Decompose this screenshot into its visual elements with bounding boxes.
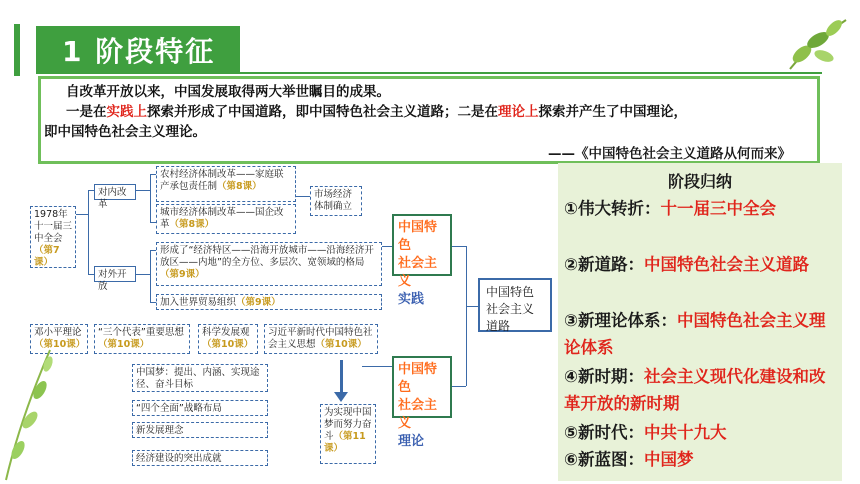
quote-line-1: 自改革开放以来，中国发展取得两大举世瞩目的成果。 (66, 84, 390, 100)
section-title (62, 30, 215, 70)
diagram-practice-node: 中国特色 社会主义 实践 (392, 214, 452, 276)
diagram-reform-in: 对内改革 (94, 184, 136, 200)
title-underline (36, 72, 822, 74)
summary-item-1: ①伟大转折：十一届三中全会 (564, 199, 776, 218)
leaf-decoration-icon (780, 14, 852, 74)
theory-deng: 邓小平理论（第10课） (30, 324, 88, 354)
accent-bar (14, 24, 20, 76)
summary-title: 阶段归纳 (667, 172, 732, 191)
diagram-urban-reform: 城市经济体制改革——国企改革（第8课） (156, 204, 296, 234)
highlight-theory: 理论上 (498, 104, 539, 120)
diagram-opening-pattern: 形成了“经济特区——沿海开放城市——沿海经济开放区——内地”的全方位、多层次、宽领域的格局（第9课） (156, 242, 382, 286)
summary-item-6: ⑥新蓝图：中国梦 (564, 450, 694, 469)
highlight-practice: 实践上 (106, 104, 147, 120)
diagram-strive-node: 为实现中国梦而努力奋斗（第11课） (320, 404, 376, 464)
quote-line-3: 即中国特色社会主义理论。 (44, 124, 206, 140)
diagram-china-dream: 中国梦：提出、内涵、实现途径、奋斗目标 (132, 364, 268, 392)
diagram-reform-out: 对外开放 (94, 266, 136, 282)
section-title-text: 阶段特征 (95, 35, 216, 68)
diagram-wto: 加入世界贸易组织（第9课） (156, 294, 382, 310)
diagram-development-idea: 新发展理念 (132, 422, 268, 438)
quote-line-2: 一是在实践上探索并形成了中国道路，即中国特色社会主义道路；二是在理论上探索并产生了中国理论， (66, 104, 687, 120)
concept-diagram (28, 166, 556, 478)
theory-xi-thought: 习近平新时代中国特色社会主义思想（第10课） (264, 324, 378, 354)
section-number: 1 (62, 35, 84, 68)
diagram-market-economy: 市场经济体制确立 (310, 186, 362, 216)
summary-item-4: ④新时期：社会主义现代化建设和改革开放的新时期 (564, 367, 826, 413)
diagram-start-node: 1978年十一届三中全会（第7课） (30, 206, 76, 268)
diagram-road-node: 中国特色社会主义道路 (478, 278, 552, 332)
theory-scientific-development: 科学发展观（第10课） (198, 324, 258, 354)
summary-item-5: ⑤新时代：中共十九大 (564, 423, 727, 442)
diagram-rural-reform: 农村经济体制改革——家庭联产承包责任制（第8课） (156, 166, 296, 202)
summary-item-3: ③新理论体系：中国特色社会主义理论体系 (564, 311, 826, 357)
summary-panel (558, 163, 842, 481)
diagram-four-comprehensives: “四个全面”战略布局 (132, 400, 268, 416)
theory-three-represents: “三个代表”重要思想（第10课） (94, 324, 190, 354)
diagram-theory-node: 中国特色 社会主义 理论 (392, 356, 452, 418)
vine-decoration-icon (0, 340, 60, 484)
quote-source: ——《中国特色社会主义道路从何而来》 (548, 146, 791, 162)
diagram-economic-achievement: 经济建设的突出成就 (132, 450, 268, 466)
summary-item-2: ②新道路：中国特色社会主义道路 (564, 255, 809, 274)
